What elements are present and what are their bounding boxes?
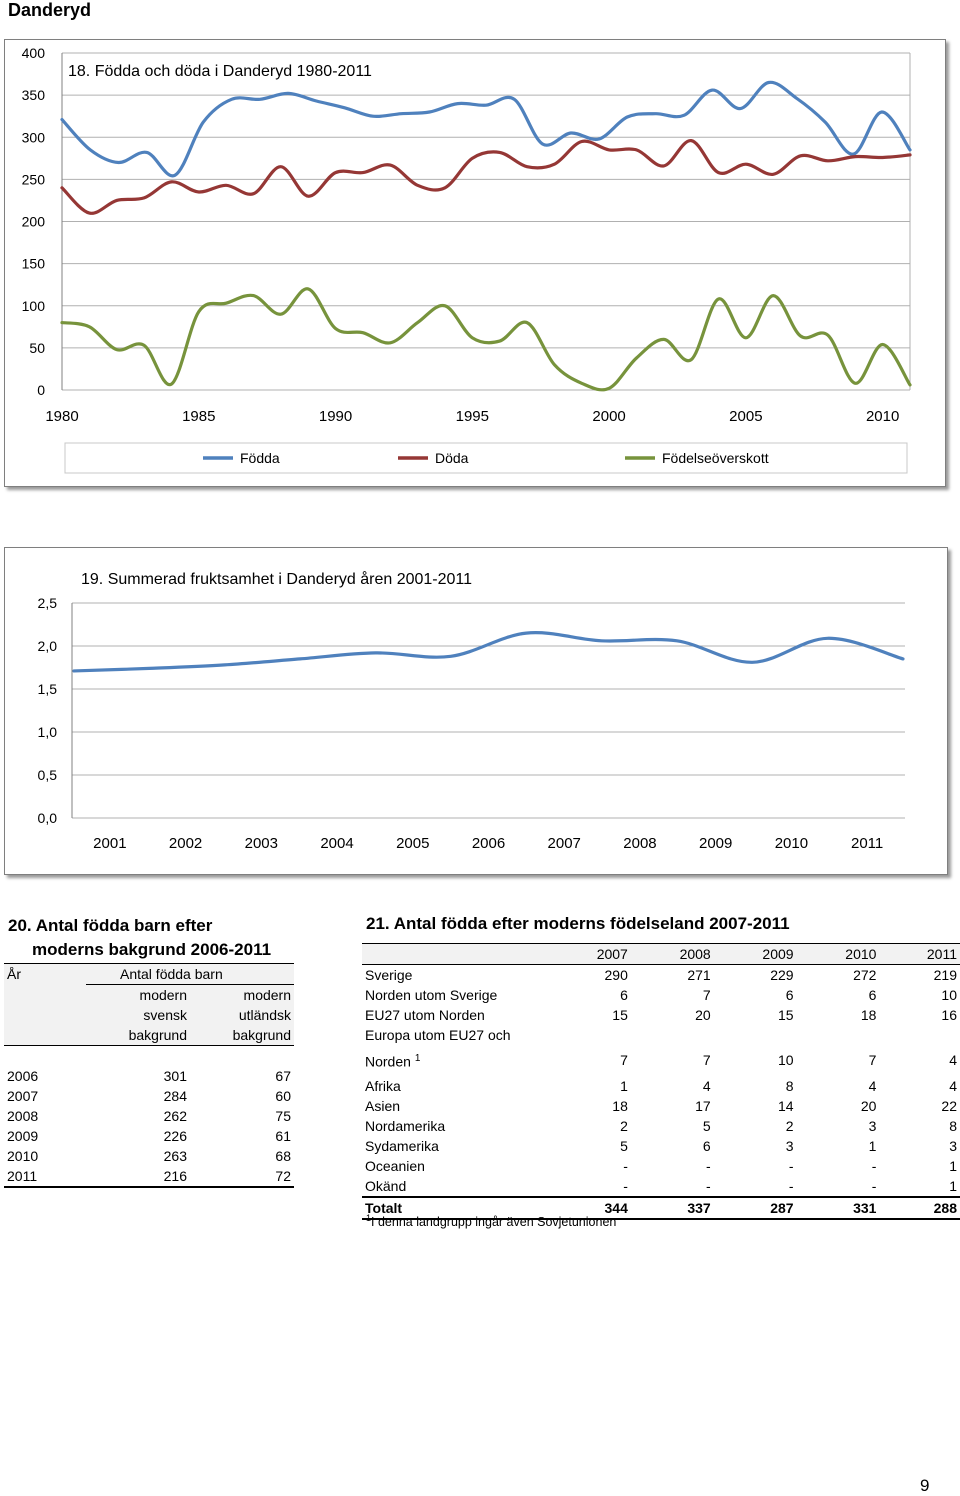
chart-fertility-svg bbox=[5, 548, 947, 874]
table21-cell: 22 bbox=[941, 1097, 957, 1114]
table21-cell: - bbox=[714, 1176, 797, 1197]
y-tick-label: 350 bbox=[21, 87, 45, 104]
page-heading: Danderyd bbox=[8, 0, 92, 20]
table21-cell bbox=[714, 1025, 797, 1045]
chart-fertility bbox=[4, 547, 948, 875]
table21 bbox=[362, 943, 960, 1220]
table21-cell: 4 bbox=[949, 1052, 957, 1069]
table-row bbox=[362, 1076, 960, 1096]
table21-cell: 6 bbox=[702, 1137, 711, 1154]
chart-title: 19. Summerad fruktsamhet i Danderyd åren 2001-2011 bbox=[81, 571, 473, 588]
page-number: 9 bbox=[920, 1476, 930, 1495]
x-tick-label: 2011 bbox=[851, 835, 884, 852]
table21-cell: 219 bbox=[933, 967, 957, 983]
table21-label: Norden bbox=[365, 1053, 411, 1070]
y-tick-label: 2,0 bbox=[37, 638, 57, 654]
y-tick-label: 0 bbox=[37, 382, 45, 398]
chart-births-deaths-svg bbox=[5, 40, 945, 486]
table21-cell: 271 bbox=[687, 967, 711, 983]
table20 bbox=[4, 963, 294, 1188]
x-tick-label: 2001 bbox=[93, 835, 127, 852]
table21-cell: 290 bbox=[604, 967, 628, 983]
table21-label: Sverige bbox=[365, 967, 413, 983]
table-row bbox=[362, 1176, 960, 1197]
table20-col-group: Antal födda barn bbox=[86, 964, 294, 985]
y-tick-label: 150 bbox=[21, 255, 45, 272]
table20-col2-l2: utländsk bbox=[238, 1007, 291, 1023]
table20-year: 2010 bbox=[7, 1148, 39, 1164]
table21-cell: 5 bbox=[620, 1137, 628, 1154]
table21-year-header: 2010 bbox=[797, 944, 880, 965]
table21-cell: 3 bbox=[949, 1137, 957, 1154]
table21-cell: 8 bbox=[949, 1117, 957, 1134]
table21-cell: 6 bbox=[868, 987, 877, 1003]
table21-label: Norden utom Sverige bbox=[365, 987, 498, 1003]
x-tick-label: 2002 bbox=[168, 835, 203, 852]
table21-label: EU27 utom Norden bbox=[365, 1007, 485, 1023]
x-tick-label: 2000 bbox=[592, 408, 626, 425]
table20-year: 2008 bbox=[7, 1108, 39, 1124]
x-tick-label: 2005 bbox=[396, 835, 430, 852]
table21-cell: 15 bbox=[612, 1007, 628, 1023]
table21-cell: 5 bbox=[702, 1117, 711, 1134]
table-row bbox=[4, 1086, 294, 1106]
table21-total-cell: 288 bbox=[879, 1197, 960, 1219]
x-tick-label: 2006 bbox=[471, 835, 506, 852]
table20-swedish: 284 bbox=[163, 1088, 187, 1104]
table21-cell: - bbox=[548, 1176, 631, 1197]
y-tick-label: 1,5 bbox=[37, 681, 57, 697]
x-tick-label: 2004 bbox=[320, 835, 354, 852]
table21-cell: 4 bbox=[949, 1077, 957, 1094]
y-tick-label: 400 bbox=[21, 45, 45, 61]
y-tick-label: 2,5 bbox=[37, 595, 57, 611]
table-row bbox=[362, 1045, 960, 1076]
table21-cell: 272 bbox=[853, 967, 877, 983]
table21-cell: 18 bbox=[860, 1007, 877, 1023]
table21-cell: 10 bbox=[941, 987, 957, 1003]
table20-col2-l3: bakgrund bbox=[190, 1025, 294, 1046]
table21-label: Sydamerika bbox=[365, 1137, 439, 1154]
table21-year-header: 2011 bbox=[879, 944, 960, 965]
table20-foreign: 68 bbox=[275, 1148, 291, 1164]
table21-footnote bbox=[366, 1213, 616, 1229]
table21-label: Europa utom EU27 och bbox=[365, 1027, 511, 1043]
table20-swedish: 301 bbox=[163, 1068, 187, 1084]
table21-cell: 7 bbox=[868, 1052, 877, 1069]
table21-cell: - bbox=[631, 1176, 714, 1197]
table21-cell: 20 bbox=[860, 1097, 877, 1114]
series-line-1 bbox=[74, 633, 903, 671]
table21-total-cell: 337 bbox=[631, 1197, 714, 1219]
legend-label: Födda bbox=[240, 450, 280, 466]
table21-cell: 2 bbox=[620, 1117, 628, 1134]
chart-births-deaths bbox=[4, 39, 946, 487]
table20-foreign: 61 bbox=[275, 1128, 291, 1144]
table-row bbox=[362, 1156, 960, 1176]
table21-cell: 4 bbox=[702, 1077, 711, 1094]
table-row bbox=[4, 1066, 294, 1086]
table-row bbox=[4, 1166, 294, 1187]
y-tick-label: 1,0 bbox=[37, 724, 57, 740]
table21-cell bbox=[797, 1025, 880, 1045]
table-row bbox=[362, 1116, 960, 1136]
table21-cell: - bbox=[871, 1157, 877, 1174]
table21-cell: 229 bbox=[770, 967, 794, 983]
table21-cell: 6 bbox=[785, 987, 794, 1003]
table20-swedish: 216 bbox=[86, 1166, 190, 1187]
y-tick-label: 100 bbox=[21, 297, 45, 314]
table21-cell: 18 bbox=[612, 1097, 628, 1114]
x-tick-label: 1990 bbox=[318, 408, 353, 425]
table-row bbox=[362, 1096, 960, 1116]
table21-cell: 4 bbox=[868, 1077, 877, 1094]
y-tick-label: 200 bbox=[21, 213, 45, 230]
series-line-1 bbox=[62, 82, 910, 176]
table21-label: Asien bbox=[365, 1097, 401, 1114]
table-row bbox=[362, 1025, 960, 1045]
table21-cell: 8 bbox=[785, 1077, 794, 1094]
table21-cell bbox=[631, 1025, 714, 1045]
table-row bbox=[4, 1146, 294, 1166]
x-tick-label: 2003 bbox=[244, 835, 279, 852]
table20-col1-l3: bakgrund bbox=[86, 1025, 190, 1046]
y-tick-label: 0,5 bbox=[37, 767, 57, 783]
table21-label: Nordamerika bbox=[365, 1117, 446, 1134]
y-tick-label: 250 bbox=[21, 171, 45, 188]
table21-cell: - bbox=[788, 1157, 794, 1174]
table21-cell bbox=[548, 1025, 631, 1045]
table21-cell: 10 bbox=[778, 1052, 794, 1069]
x-tick-label: 2010 bbox=[865, 408, 900, 425]
table20-col-year: År bbox=[4, 964, 86, 985]
table21-cell: 1 bbox=[868, 1137, 877, 1154]
table20-title-line2: moderns bakgrund 2006-2011 bbox=[32, 940, 272, 959]
table21-cell: 15 bbox=[778, 1007, 794, 1023]
table21-cell: 7 bbox=[620, 1052, 628, 1069]
table20-col1-l1: modern bbox=[86, 985, 190, 1006]
table21-title: 21. Antal födda efter moderns födelseland 2007-2011 bbox=[366, 914, 790, 933]
table21-cell: 14 bbox=[778, 1097, 794, 1114]
table21-cell: 7 bbox=[702, 1052, 711, 1069]
footnote-text: I denna landgrupp ingår även Sovjetunionen bbox=[371, 1215, 617, 1230]
table21-total-cell: 331 bbox=[797, 1197, 880, 1219]
legend-label: Döda bbox=[435, 450, 469, 466]
table20-col2-l1: modern bbox=[190, 985, 294, 1006]
x-tick-label: 2007 bbox=[547, 835, 581, 852]
legend-box bbox=[65, 443, 907, 473]
chart-title: 18. Födda och döda i Danderyd 1980-2011 bbox=[68, 63, 372, 80]
table21-cell: - bbox=[706, 1157, 711, 1174]
x-tick-label: 1985 bbox=[182, 408, 216, 425]
table21-cell: 20 bbox=[695, 1007, 711, 1023]
table21-cell: 1 bbox=[879, 1176, 960, 1197]
table20-foreign: 67 bbox=[275, 1068, 291, 1084]
y-tick-label: 0,0 bbox=[37, 810, 57, 826]
table20-year: 2011 bbox=[4, 1166, 86, 1187]
table21-label: Oceanien bbox=[365, 1157, 425, 1174]
table-row bbox=[362, 985, 960, 1005]
series-line-3 bbox=[62, 289, 910, 390]
table20-swedish: 263 bbox=[163, 1148, 187, 1164]
x-tick-label: 2008 bbox=[623, 835, 657, 852]
table21-cell: 3 bbox=[868, 1117, 877, 1134]
table21-total-label: Totalt bbox=[362, 1197, 548, 1219]
table21-cell: - bbox=[797, 1176, 880, 1197]
table21-cell: - bbox=[623, 1157, 628, 1174]
table-row bbox=[4, 1126, 294, 1146]
footnote-marker: 1 bbox=[366, 1213, 372, 1223]
table20-foreign: 72 bbox=[190, 1166, 294, 1187]
table-row bbox=[362, 965, 960, 986]
table20-title-line1: 20. Antal födda barn efter bbox=[8, 916, 213, 935]
table21-cell: 2 bbox=[785, 1117, 794, 1134]
table21-cell: 6 bbox=[620, 987, 628, 1003]
legend-label: Födelseöverskott bbox=[662, 450, 769, 466]
table-row bbox=[362, 1136, 960, 1156]
table21-cell: 3 bbox=[785, 1137, 794, 1154]
table21-total-cell: 344 bbox=[548, 1197, 631, 1219]
x-tick-label: 2005 bbox=[729, 408, 763, 425]
x-tick-label: 2010 bbox=[774, 835, 809, 852]
table20-year: 2007 bbox=[7, 1088, 39, 1104]
table21-label-footnoted bbox=[362, 1045, 548, 1076]
table21-year-header: 2009 bbox=[714, 944, 797, 965]
table21-label: Okänd bbox=[362, 1176, 548, 1197]
y-tick-label: 300 bbox=[21, 129, 45, 146]
table20-swedish: 262 bbox=[163, 1108, 187, 1124]
table21-cell: 1 bbox=[949, 1157, 957, 1174]
table20-swedish: 226 bbox=[163, 1128, 187, 1144]
table-row bbox=[362, 1005, 960, 1025]
table20-foreign: 75 bbox=[275, 1108, 291, 1124]
table20-title bbox=[8, 914, 271, 962]
table21-cell: 1 bbox=[620, 1077, 628, 1094]
x-tick-label: 1995 bbox=[455, 408, 490, 425]
table21-cell: 7 bbox=[702, 987, 711, 1003]
table20-col1-l2: svensk bbox=[143, 1007, 187, 1023]
table21-cell bbox=[879, 1025, 960, 1045]
table21-year-header: 2007 bbox=[548, 944, 631, 965]
table21-label: Afrika bbox=[365, 1077, 401, 1094]
table20-year: 2006 bbox=[7, 1068, 39, 1084]
table21-year-header: 2008 bbox=[631, 944, 714, 965]
table21-cell: 17 bbox=[695, 1097, 711, 1114]
y-tick-label: 50 bbox=[29, 339, 45, 356]
footnote-marker: 1 bbox=[414, 1053, 421, 1064]
table21-cell: 16 bbox=[941, 1007, 957, 1023]
x-tick-label: 1980 bbox=[45, 408, 79, 425]
table20-year: 2009 bbox=[7, 1128, 39, 1144]
table20-foreign: 60 bbox=[275, 1088, 291, 1104]
table21-total-cell: 287 bbox=[714, 1197, 797, 1219]
x-tick-label: 2009 bbox=[698, 835, 733, 852]
table-row bbox=[4, 1106, 294, 1126]
